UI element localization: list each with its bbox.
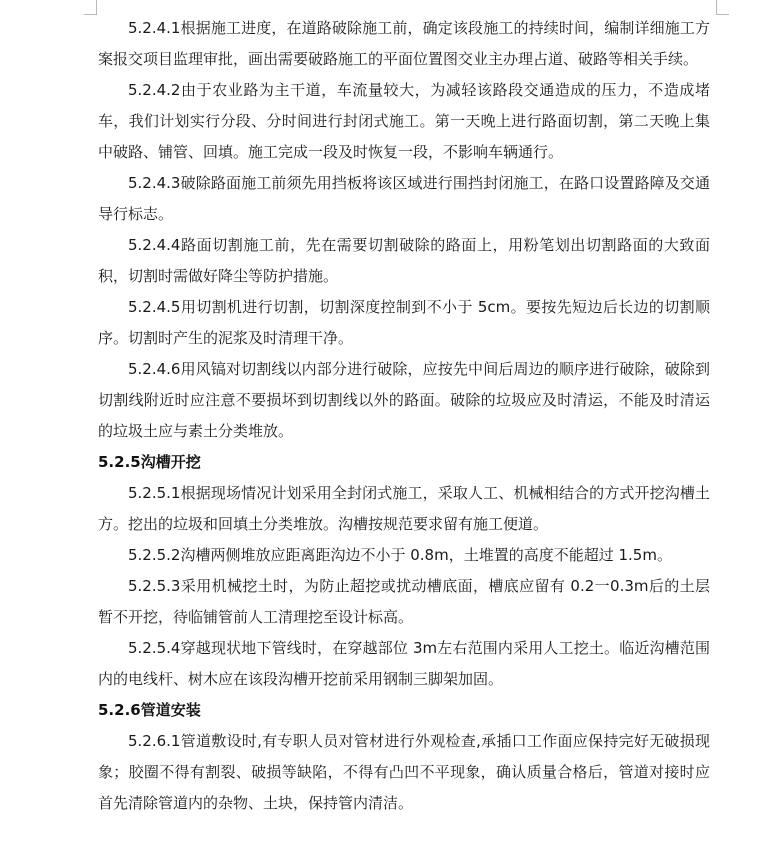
document-body[interactable] xyxy=(98,13,710,819)
paragraph-5-2-5-1: 5.2.5.1根据现场情况计划采用全封闭式施工，采取人工、机械相结合的方式开挖沟槽土方。挖出的垃圾和回填土分类堆放。沟槽按规范要求留有施工便道。 xyxy=(98,484,710,533)
paragraph-5-2-4-2: 5.2.4.2由于农业路为主干道，车流量较大，为减轻该路段交通造成的压力，不造成堵车，我们计划实行分段、分时间进行封闭式施工。第一天晚上进行路面切割，第二天晚上集中破路、铺管、回填。施工完成一段及时恢复一段，不影响车辆通行。 xyxy=(98,81,710,161)
paragraph-5-2-5-2: 5.2.5.2沟槽两侧堆放应距离距沟边不小于 0.8m，土堆置的高度不能超过 1.5m。 xyxy=(128,546,672,564)
paragraph-5-2-4-1: 5.2.4.1根据施工进度，在道路破除施工前，确定该段施工的持续时间，编制详细施工方案报交项目监理审批，画出需要破路施工的平面位置图交业主办理占道、破路等相关手续。 xyxy=(98,19,710,68)
page-corner-mark-right xyxy=(716,0,729,15)
paragraph-5-2-6-1: 5.2.6.1管道敷设时,有专职人员对管材进行外观检查,承插口工作面应保持完好无破损现象；胶圈不得有割裂、破损等缺陷，不得有凸凹不平现象，确认质量合格后，管道对接时应首先清除管道内的杂物、土块，保持管内清洁。 xyxy=(98,732,710,812)
paragraph-5-2-4-4: 5.2.4.4路面切割施工前，先在需要切割破除的路面上，用粉笔划出切割路面的大致面积，切割时需做好降尘等防护措施。 xyxy=(98,236,710,285)
paragraph-5-2-5-4: 5.2.5.4穿越现状地下管线时，在穿越部位 3m左右范围内采用人工挖土。临近沟槽范围内的电线杆、树木应在该段沟槽开挖前采用钢制三脚架加固。 xyxy=(98,639,710,688)
page-corner-mark-left xyxy=(84,0,97,15)
paragraph-5-2-4-6: 5.2.4.6用风镐对切割线以内部分进行破除，应按先中间后周边的顺序进行破除，破除到切割线附近时应注意不要损坏到切割线以外的路面。破除的垃圾应及时清运，不能及时清运的垃圾土应与素土分类堆放。 xyxy=(98,360,710,440)
heading-5-2-6: 5.2.6管道安装 xyxy=(98,701,201,719)
paragraph-5-2-4-3: 5.2.4.3破除路面施工前须先用挡板将该区域进行围挡封闭施工，在路口设置路障及交通导行标志。 xyxy=(98,174,710,223)
paragraph-5-2-5-3: 5.2.5.3采用机械挖土时，为防止超挖或扰动槽底面，槽底应留有 0.2一0.3m后的土层暂不开挖，待临铺管前人工清理挖至设计标高。 xyxy=(98,577,710,626)
heading-5-2-5: 5.2.5沟槽开挖 xyxy=(98,453,201,471)
paragraph-5-2-4-5: 5.2.4.5用切割机进行切割，切割深度控制到不小于 5cm。要按先短边后长边的切割顺序。切割时产生的泥浆及时清理干净。 xyxy=(98,298,710,347)
